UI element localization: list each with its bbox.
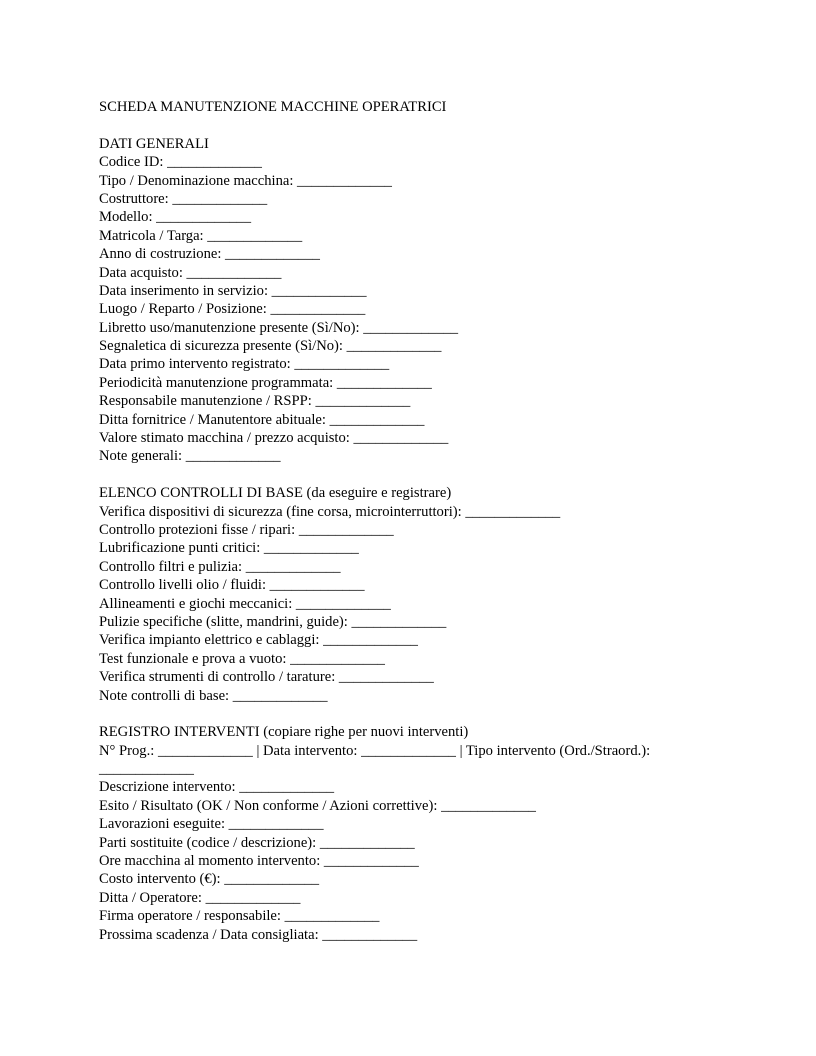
field-line: Tipo / Denominazione macchina: _____________ [99, 172, 392, 189]
section-heading: DATI GENERALI [99, 135, 209, 152]
field-line: Modello: _____________ [99, 209, 252, 226]
field-line: Ore macchina al momento intervento: _____________ [99, 853, 419, 870]
field-line: Test funzionale e prova a vuoto: _____________ [99, 650, 385, 667]
section-heading: ELENCO CONTROLLI DI BASE (da eseguire e registrare) [99, 485, 452, 502]
field-line: Valore stimato macchina / prezzo acquisto: _____________ [99, 430, 449, 447]
field-line: Responsabile manutenzione / RSPP: _____________ [99, 393, 411, 410]
field-line: Luogo / Reparto / Posizione: _____________ [99, 301, 366, 318]
field-line: Ditta / Operatore: _____________ [99, 889, 301, 906]
field-line: Verifica strumenti di controllo / tarature: _____________ [99, 669, 434, 686]
field-line: Controllo livelli olio / fluidi: _____________ [99, 577, 365, 594]
field-line: Libretto uso/manutenzione presente (Sì/No): _____________ [99, 319, 459, 336]
field-line: Codice ID: _____________ [99, 154, 262, 171]
field-line: Esito / Risultato (OK / Non conforme / Azioni correttive): _____________ [99, 797, 536, 814]
document-title: SCHEDA MANUTENZIONE MACCHINE OPERATRICI [99, 99, 447, 115]
field-line: Controllo protezioni fisse / ripari: _____________ [99, 521, 394, 538]
section-heading: REGISTRO INTERVENTI (copiare righe per nuovi interventi) [99, 724, 469, 741]
field-line: Data acquisto: _____________ [99, 264, 282, 281]
section-registro-interventi [99, 723, 739, 944]
spacer [99, 116, 739, 134]
field-line: Data primo intervento registrato: _____________ [99, 356, 390, 373]
field-line: Verifica impianto elettrico e cablaggi: _____________ [99, 632, 418, 649]
field-line: Prossima scadenza / Data consigliata: _____________ [99, 926, 418, 943]
field-line: Pulizie specifiche (slitte, mandrini, guide): _____________ [99, 613, 447, 630]
field-line: Note controlli di base: _____________ [99, 687, 328, 704]
field-line: Anno di costruzione: _____________ [99, 246, 320, 263]
field-line: N° Prog.: _____________ | Data intervento: _____________ | Tipo intervento (Ord./Straord.): _____________ [99, 742, 651, 778]
field-line: Lubrificazione punti critici: _____________ [99, 540, 359, 557]
field-line: Data inserimento in servizio: _____________ [99, 282, 367, 299]
field-line: Lavorazioni eseguite: _____________ [99, 816, 324, 833]
field-line: Ditta fornitrice / Manutentore abituale: _____________ [99, 411, 425, 428]
field-line: Descrizione intervento: _____________ [99, 779, 335, 796]
field-line: Parti sostituite (codice / descrizione): _____________ [99, 834, 415, 851]
field-line: Segnaletica di sicurezza presente (Sì/No): _____________ [99, 338, 442, 355]
section-dati-generali [99, 135, 739, 466]
document-page [99, 98, 739, 944]
field-line: Costruttore: _____________ [99, 190, 268, 207]
field-line: Note generali: _____________ [99, 448, 281, 465]
field-line: Periodicità manutenzione programmata: _____________ [99, 374, 432, 391]
section-controlli-di-base [99, 484, 739, 705]
field-line: Costo intervento (€): _____________ [99, 871, 320, 888]
spacer [99, 466, 739, 484]
field-line: Controllo filtri e pulizia: _____________ [99, 558, 341, 575]
field-line: Firma operatore / responsabile: _____________ [99, 908, 380, 925]
field-line: Verifica dispositivi di sicurezza (fine corsa, microinterruttori): _____________ [99, 503, 561, 520]
field-line: Allineamenti e giochi meccanici: _____________ [99, 595, 391, 612]
spacer [99, 705, 739, 723]
field-line: Matricola / Targa: _____________ [99, 227, 303, 244]
